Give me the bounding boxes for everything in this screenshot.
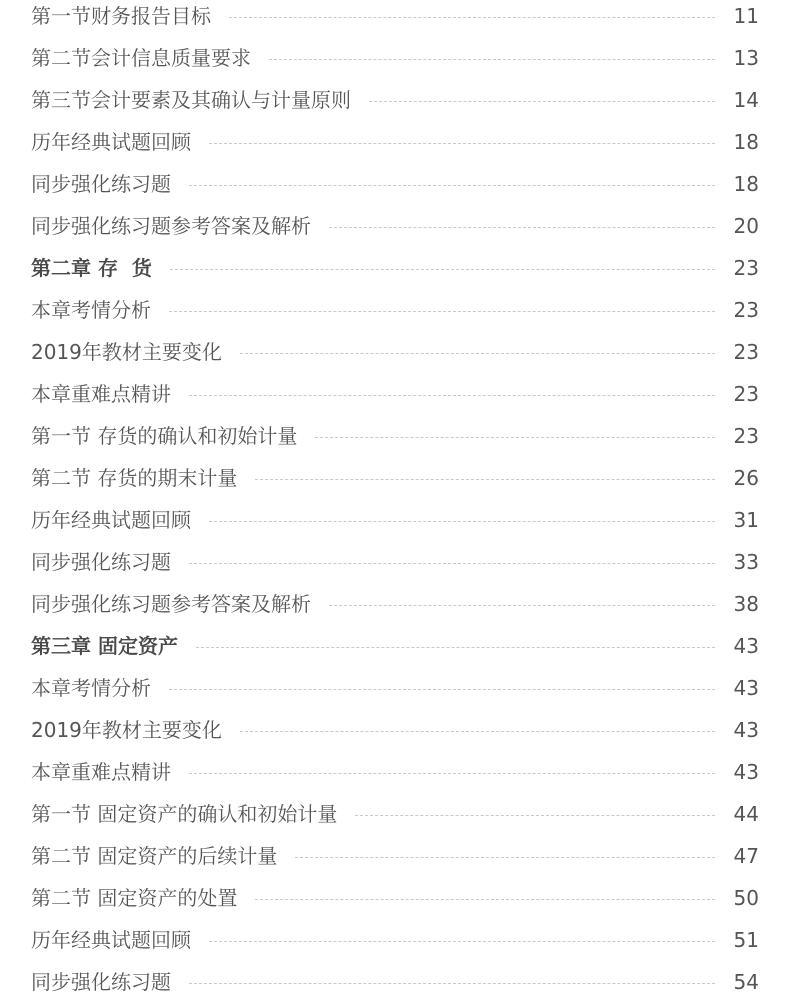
toc-entry[interactable] (31, 800, 759, 828)
toc-entry-title: 第二节 存货的期末计量 (31, 466, 238, 490)
toc-entry-title: 本章重难点精讲 (31, 382, 171, 406)
toc-entry[interactable] (31, 170, 759, 198)
toc-page-number: 44 (733, 802, 759, 826)
dotted-leader (196, 647, 715, 648)
toc-entry[interactable] (31, 422, 759, 450)
toc-page-number: 11 (733, 4, 759, 28)
toc-page-number: 23 (733, 382, 759, 406)
toc-entry-title: 历年经典试题回顾 (31, 508, 191, 532)
toc-page-number: 23 (733, 424, 759, 448)
dotted-leader (329, 227, 715, 228)
toc-entry-title: 本章考情分析 (31, 676, 151, 700)
toc-entry-title: 2019年教材主要变化 (31, 340, 222, 364)
toc-page-number: 50 (733, 886, 759, 910)
toc-entry-title: 同步强化练习题 (31, 550, 171, 574)
toc-entry[interactable] (31, 926, 759, 954)
toc-entry-title: 本章考情分析 (31, 298, 151, 322)
dotted-leader (329, 605, 715, 606)
toc-entry-title: 第二节 固定资产的后续计量 (31, 844, 278, 868)
toc-entry[interactable] (31, 884, 759, 912)
toc-entry[interactable] (31, 758, 759, 786)
dotted-leader (169, 311, 715, 312)
toc-entry-title: 第二节 固定资产的处置 (31, 886, 238, 910)
toc-entry-title: 第三章 固定资产 (31, 634, 178, 658)
toc-entry-title: 历年经典试题回顾 (31, 130, 191, 154)
toc-entry-title: 第一节 存货的确认和初始计量 (31, 424, 298, 448)
toc-page-number: 33 (733, 550, 759, 574)
toc-page-number: 31 (733, 508, 759, 532)
toc-entry-title: 第二章 存 货 (31, 256, 152, 280)
toc-entry-title: 第三节会计要素及其确认与计量原则 (31, 88, 351, 112)
dotted-leader (169, 689, 715, 690)
toc-entry[interactable] (31, 590, 759, 618)
toc-entry-title: 2019年教材主要变化 (31, 718, 222, 742)
toc-page-number: 26 (733, 466, 759, 490)
toc-entry-title: 同步强化练习题参考答案及解析 (31, 214, 311, 238)
toc-page-number: 20 (733, 214, 759, 238)
toc-entry[interactable] (31, 716, 759, 744)
toc-page-number: 43 (733, 634, 759, 658)
toc-entry[interactable] (31, 380, 759, 408)
toc-entry[interactable] (31, 2, 759, 30)
toc-page-number: 47 (733, 844, 759, 868)
dotted-leader (315, 437, 715, 438)
toc-entry[interactable] (31, 548, 759, 576)
toc-page-number: 51 (733, 928, 759, 952)
toc-page-number: 18 (733, 130, 759, 154)
toc-entry-title: 第一节 固定资产的确认和初始计量 (31, 802, 338, 826)
dotted-leader (170, 269, 715, 270)
toc-entry[interactable] (31, 842, 759, 870)
toc-entry[interactable] (31, 674, 759, 702)
dotted-leader (209, 143, 715, 144)
toc-entry[interactable] (31, 968, 759, 996)
toc-entry-title: 第二节会计信息质量要求 (31, 46, 251, 70)
toc-entry-title: 历年经典试题回顾 (31, 928, 191, 952)
dotted-leader (355, 815, 715, 816)
dotted-leader (229, 17, 715, 18)
dotted-leader (189, 185, 715, 186)
toc-page-number: 43 (733, 676, 759, 700)
toc-entry[interactable] (31, 506, 759, 534)
toc-entry[interactable] (31, 212, 759, 240)
toc-entry[interactable] (31, 296, 759, 324)
toc-entry-title: 同步强化练习题 (31, 172, 171, 196)
toc-page-number: 14 (733, 88, 759, 112)
toc-entry-title: 同步强化练习题参考答案及解析 (31, 592, 311, 616)
toc-page-number: 43 (733, 760, 759, 784)
toc-page-number: 13 (733, 46, 759, 70)
toc-page-number: 23 (733, 340, 759, 364)
toc-entry[interactable] (31, 464, 759, 492)
toc-chapter-heading[interactable] (31, 254, 759, 282)
dotted-leader (269, 59, 715, 60)
toc-chapter-heading[interactable] (31, 632, 759, 660)
toc-entry-title: 第一节财务报告目标 (31, 4, 211, 28)
dotted-leader (255, 479, 715, 480)
toc-page-number: 54 (733, 970, 759, 994)
dotted-leader (189, 395, 715, 396)
toc-page-number: 23 (733, 256, 759, 280)
dotted-leader (209, 941, 715, 942)
dotted-leader (295, 857, 715, 858)
toc-entry[interactable] (31, 86, 759, 114)
toc-entry[interactable] (31, 44, 759, 72)
dotted-leader (189, 563, 715, 564)
toc-page-number: 38 (733, 592, 759, 616)
toc-page-number: 23 (733, 298, 759, 322)
toc-page-number: 43 (733, 718, 759, 742)
dotted-leader (189, 983, 715, 984)
toc-entry[interactable] (31, 128, 759, 156)
dotted-leader (240, 353, 715, 354)
toc-entry-title: 本章重难点精讲 (31, 760, 171, 784)
dotted-leader (240, 731, 715, 732)
dotted-leader (189, 773, 715, 774)
dotted-leader (255, 899, 715, 900)
dotted-leader (209, 521, 715, 522)
dotted-leader (369, 101, 715, 102)
toc-page-number: 18 (733, 172, 759, 196)
toc-entry[interactable] (31, 338, 759, 366)
toc-entry-title: 同步强化练习题 (31, 970, 171, 994)
